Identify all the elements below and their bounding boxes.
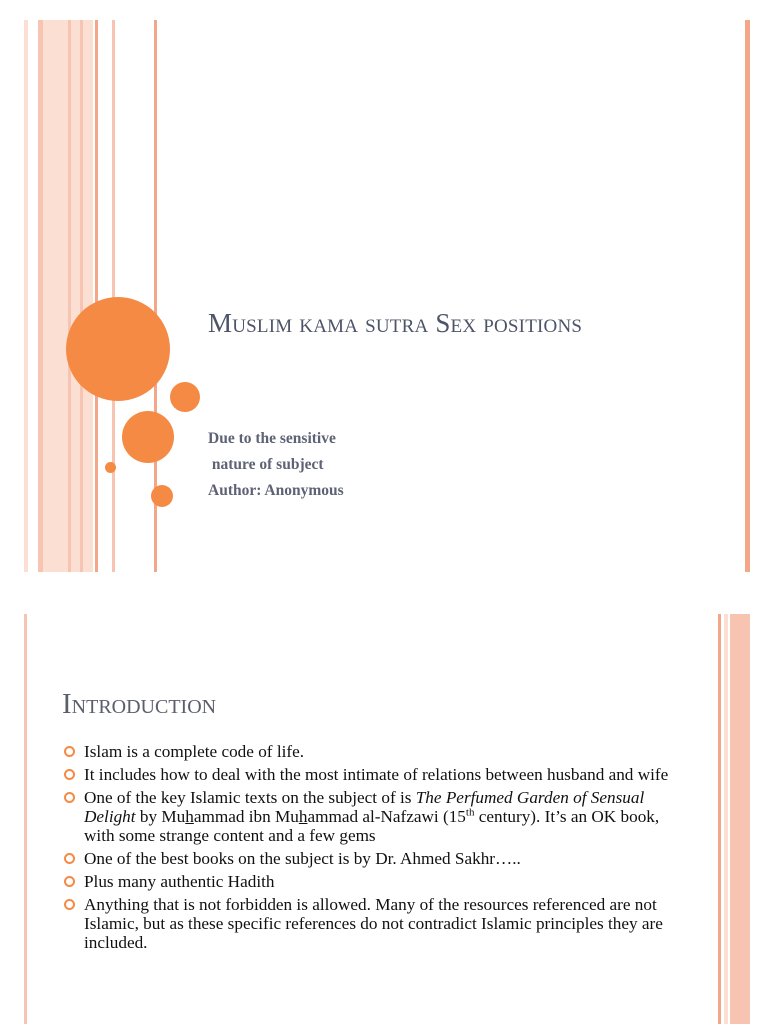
subtitle-line: nature of subject	[208, 456, 324, 473]
book-title: The Perfumed Garden of Sensual Delight	[84, 788, 645, 826]
list-item: Islam is a complete code of life.	[64, 742, 684, 761]
list-item: One of the best books on the subject is by Dr. Ahmed Sakhr…..	[64, 849, 684, 868]
list-item: Plus many authentic Hadith	[64, 872, 684, 891]
list-item: It includes how to deal with the most intimate of relations between husband and wife	[64, 765, 684, 784]
dot-circle-decoration	[105, 462, 116, 473]
decorative-stripe	[718, 614, 721, 1024]
decorative-stripe	[80, 20, 83, 572]
title-slide	[24, 20, 752, 572]
small-circle-decoration	[170, 382, 200, 412]
decorative-stripe	[24, 614, 27, 1024]
decorative-stripe	[730, 614, 750, 1024]
subtitle-line: Author: Anonymous	[208, 482, 344, 499]
slide-title: Introduction	[62, 688, 217, 720]
decorative-stripe	[745, 20, 750, 572]
list-item: Anything that is not forbidden is allowed. Many of the resources referenced are not Islamic, but as these specific references do not contradict Islamic principles they are included.	[64, 895, 684, 952]
decorative-stripe	[724, 614, 728, 1024]
ring-bullet-icon	[64, 876, 75, 887]
bullet-list	[64, 742, 684, 956]
subtitle-line: Due to the sensitive	[208, 430, 336, 447]
ring-bullet-icon	[64, 769, 75, 780]
small-circle-decoration	[151, 485, 173, 507]
medium-circle-decoration	[122, 411, 174, 463]
slide-title: Muslim kama sutra Sex positions	[208, 308, 583, 338]
ring-bullet-icon	[64, 792, 75, 803]
ring-bullet-icon	[64, 746, 75, 757]
ring-bullet-icon	[64, 853, 75, 864]
large-circle-decoration	[66, 297, 170, 401]
slide-subtitle	[208, 426, 508, 504]
decorative-stripe	[24, 20, 28, 572]
ring-bullet-icon	[64, 899, 75, 910]
decorative-stripe	[68, 20, 71, 572]
decorative-stripe	[95, 20, 98, 572]
decorative-stripe	[112, 20, 115, 572]
content-slide	[24, 614, 752, 1024]
list-item: One of the key Islamic texts on the subject of is The Perfumed Garden of Sensual Delight by Muhammad ibn Muhammad al-Nafzawi (15th century). It’s an OK book, with some strange content and a few gems	[64, 788, 684, 845]
